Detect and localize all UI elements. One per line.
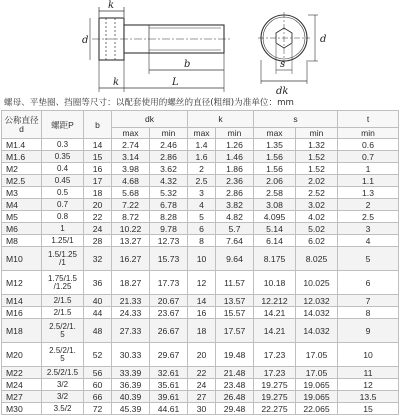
table-row <box>2 367 399 379</box>
cell-pitch <box>42 319 84 343</box>
cell-k-min: 21.48 <box>216 367 254 379</box>
cell-pitch-line: 0.5 <box>56 187 69 197</box>
cell-dk-min: 8.28 <box>150 211 188 223</box>
cell-s-max: 14.21 <box>254 319 296 343</box>
table-row <box>2 403 399 415</box>
table-row <box>2 343 399 367</box>
cell-b: 32 <box>84 247 112 271</box>
bolt-spec-table <box>1 110 399 415</box>
cell-dk-max: 40.39 <box>112 391 150 403</box>
table-row <box>2 223 399 235</box>
cell-pitch <box>42 295 84 307</box>
cell-s-min: 5.02 <box>296 223 338 235</box>
cell-k-max: 3 <box>188 187 216 199</box>
cell-size: M3 <box>2 187 42 199</box>
cell-pitch-line: 5 <box>60 353 65 363</box>
table-row <box>2 175 399 187</box>
cell-size: M20 <box>2 343 42 367</box>
cell-s-min: 14.032 <box>296 319 338 343</box>
cell-dk-max: 36.39 <box>112 379 150 391</box>
cell-s-max: 14.21 <box>254 307 296 319</box>
cell-t: 15 <box>338 403 399 415</box>
cell-size: M30 <box>2 403 42 415</box>
cell-k-max: 2 <box>188 163 216 175</box>
cell-size: M2.5 <box>2 175 42 187</box>
cell-t: 13.5 <box>338 391 399 403</box>
cell-pitch-line: 1.75/1.5 <box>48 273 77 283</box>
cell-b: 17 <box>84 175 112 187</box>
cell-k-max: 10 <box>188 247 216 271</box>
cell-b: 48 <box>84 319 112 343</box>
cell-s-max: 17.23 <box>254 343 296 367</box>
cell-dk-max: 13.27 <box>112 235 150 247</box>
cell-dk-min: 5.32 <box>150 187 188 199</box>
cell-dk-min: 23.67 <box>150 307 188 319</box>
cell-s-min: 8.025 <box>296 247 338 271</box>
cell-s-min: 1.52 <box>296 163 338 175</box>
cell-k-min: 3.82 <box>216 199 254 211</box>
cell-b: 28 <box>84 235 112 247</box>
cell-t: 9 <box>338 319 399 343</box>
header-dk-min: min <box>150 128 188 139</box>
cell-s-max: 1.56 <box>254 163 296 175</box>
cell-pitch <box>42 223 84 235</box>
cell-dk-max: 18.27 <box>112 271 150 295</box>
table-row <box>2 139 399 151</box>
cell-b: 52 <box>84 343 112 367</box>
cell-t: 11 <box>338 367 399 379</box>
cell-k-max: 20 <box>188 343 216 367</box>
table-row <box>2 163 399 175</box>
table-body <box>2 139 399 415</box>
cell-k-min: 11.57 <box>216 271 254 295</box>
cell-s-max: 10.18 <box>254 271 296 295</box>
cell-k-min: 2.86 <box>216 187 254 199</box>
cell-size: M4 <box>2 199 42 211</box>
cell-b: 44 <box>84 307 112 319</box>
cell-s-min: 4.02 <box>296 211 338 223</box>
cell-k-min: 17.57 <box>216 319 254 343</box>
cell-k-max: 1.4 <box>188 139 216 151</box>
cell-b: 72 <box>84 403 112 415</box>
cell-k-min: 26.48 <box>216 391 254 403</box>
cell-s-min: 6.02 <box>296 235 338 247</box>
cell-k-min: 7.64 <box>216 235 254 247</box>
cell-pitch-line: 1.5/1.25 <box>48 249 77 259</box>
header-k: k <box>188 111 254 128</box>
cell-dk-min: 3.62 <box>150 163 188 175</box>
label-d-right: d <box>320 34 327 45</box>
cell-b: 22 <box>84 211 112 223</box>
cell-k-min: 19.48 <box>216 343 254 367</box>
cell-pitch <box>42 151 84 163</box>
table-row <box>2 379 399 391</box>
cell-pitch <box>42 235 84 247</box>
cell-t: 2 <box>338 199 399 211</box>
bolt-technical-drawing <box>0 0 400 96</box>
header-nominal-diameter <box>2 111 42 139</box>
cell-dk-max: 7.22 <box>112 199 150 211</box>
cell-dk-max: 45.39 <box>112 403 150 415</box>
cell-size: M1.6 <box>2 151 42 163</box>
cell-dk-min: 9.78 <box>150 223 188 235</box>
cell-s-min: 1.32 <box>296 139 338 151</box>
cell-k-min: 1.46 <box>216 151 254 163</box>
cell-t: 8 <box>338 307 399 319</box>
cell-k-min: 5.7 <box>216 223 254 235</box>
cell-size: M5 <box>2 211 42 223</box>
cell-t: 2.5 <box>338 211 399 223</box>
label-s: s <box>280 59 286 70</box>
cell-k-min: 2.36 <box>216 175 254 187</box>
cell-dk-max: 8.72 <box>112 211 150 223</box>
cell-dk-min: 2.46 <box>150 139 188 151</box>
cell-b: 16 <box>84 163 112 175</box>
cell-t: 12 <box>338 379 399 391</box>
cell-pitch <box>42 139 84 151</box>
cell-s-max: 19.275 <box>254 379 296 391</box>
label-d-left: d <box>82 35 89 46</box>
cell-k-min: 29.48 <box>216 403 254 415</box>
cell-pitch-line: 0.7 <box>56 199 69 209</box>
cell-s-max: 1.56 <box>254 151 296 163</box>
cell-k-max: 24 <box>188 379 216 391</box>
table-row <box>2 391 399 403</box>
cell-pitch <box>42 307 84 319</box>
cell-pitch-line: 1.25/1 <box>51 235 74 245</box>
cell-size: M2 <box>2 163 42 175</box>
cell-t: 4 <box>338 235 399 247</box>
cell-size: M24 <box>2 379 42 391</box>
cell-pitch-line: 2.5/2/1.5 <box>46 367 79 377</box>
cell-size: M1.4 <box>2 139 42 151</box>
cell-t: 1.3 <box>338 187 399 199</box>
cell-b: 36 <box>84 271 112 295</box>
cell-t: 7 <box>338 295 399 307</box>
cell-k-max: 12 <box>188 271 216 295</box>
cell-k-max: 30 <box>188 403 216 415</box>
cell-k-min: 1.86 <box>216 163 254 175</box>
cell-dk-max: 5.68 <box>112 187 150 199</box>
cell-pitch <box>42 247 84 271</box>
cell-pitch-line: 0.3 <box>56 139 69 149</box>
cell-pitch <box>42 187 84 199</box>
table-row <box>2 271 399 295</box>
header-t-min: min <box>338 128 399 139</box>
label-L: L <box>172 77 179 88</box>
cell-t: 10 <box>338 343 399 367</box>
cell-pitch-line: 0.45 <box>54 175 71 185</box>
cell-s-max: 4.095 <box>254 211 296 223</box>
header-s: s <box>254 111 338 128</box>
header-pitch: 螺距P <box>42 111 84 139</box>
cell-size: M10 <box>2 247 42 271</box>
cell-k-max: 1.6 <box>188 151 216 163</box>
cell-s-max: 12.212 <box>254 295 296 307</box>
cell-s-max: 17.23 <box>254 367 296 379</box>
cell-dk-min: 39.61 <box>150 391 188 403</box>
cell-pitch-line: 0.35 <box>54 151 71 161</box>
header-s-max: max <box>254 128 296 139</box>
cell-s-min: 2.02 <box>296 175 338 187</box>
cell-size: M22 <box>2 367 42 379</box>
cell-k-max: 4 <box>188 199 216 211</box>
cell-pitch-line: 0.8 <box>56 211 69 221</box>
cell-s-min: 1.52 <box>296 151 338 163</box>
cell-k-min: 9.64 <box>216 247 254 271</box>
cell-dk-min: 44.61 <box>150 403 188 415</box>
cell-k-max: 2.5 <box>188 175 216 187</box>
cell-dk-min: 12.73 <box>150 235 188 247</box>
cell-pitch-line: 2/1.5 <box>53 307 72 317</box>
cell-s-max: 6.14 <box>254 235 296 247</box>
cell-s-min: 10.025 <box>296 271 338 295</box>
cell-size: M8 <box>2 235 42 247</box>
table-row <box>2 247 399 271</box>
cell-s-min: 17.05 <box>296 367 338 379</box>
cell-pitch-line: /1.25 <box>53 281 72 291</box>
cell-k-max: 18 <box>188 319 216 343</box>
cell-k-max: 14 <box>188 295 216 307</box>
cell-s-max: 22.275 <box>254 403 296 415</box>
cell-dk-max: 30.33 <box>112 343 150 367</box>
cell-s-min: 22.065 <box>296 403 338 415</box>
table-row <box>2 319 399 343</box>
cell-k-min: 15.57 <box>216 307 254 319</box>
cell-t: 5 <box>338 247 399 271</box>
table-row <box>2 187 399 199</box>
cell-b: 24 <box>84 223 112 235</box>
cell-dk-max: 3.98 <box>112 163 150 175</box>
header-b: b <box>84 111 112 139</box>
header-nominal-label: 公称直径 <box>4 114 39 125</box>
header-k-max: max <box>188 128 216 139</box>
cell-pitch-line: 3/2 <box>56 391 69 401</box>
cell-dk-min: 35.61 <box>150 379 188 391</box>
cell-pitch-line: 5 <box>60 329 65 339</box>
cell-pitch <box>42 403 84 415</box>
cell-b: 60 <box>84 379 112 391</box>
cell-dk-max: 24.33 <box>112 307 150 319</box>
header-dk: dk <box>112 111 188 128</box>
cell-k-min: 13.57 <box>216 295 254 307</box>
cell-s-min: 19.065 <box>296 391 338 403</box>
cell-size: M27 <box>2 391 42 403</box>
cell-k-max: 22 <box>188 367 216 379</box>
cell-s-max: 2.58 <box>254 187 296 199</box>
cell-k-max: 6 <box>188 223 216 235</box>
cell-size: M12 <box>2 271 42 295</box>
cell-t: 0.6 <box>338 139 399 151</box>
cell-b: 20 <box>84 199 112 211</box>
table-row <box>2 199 399 211</box>
cell-dk-min: 32.61 <box>150 367 188 379</box>
label-dk: dk <box>276 86 289 96</box>
cell-s-max: 19.275 <box>254 391 296 403</box>
header-s-min: min <box>296 128 338 139</box>
label-k-top: k <box>108 0 115 11</box>
cell-k-max: 16 <box>188 307 216 319</box>
cell-pitch-line: /1 <box>59 257 66 267</box>
cell-pitch <box>42 391 84 403</box>
cell-s-min: 17.05 <box>296 343 338 367</box>
cell-pitch <box>42 199 84 211</box>
cell-size: M16 <box>2 307 42 319</box>
cell-pitch <box>42 367 84 379</box>
cell-s-max: 2.06 <box>254 175 296 187</box>
cell-pitch-line: 3.5/2 <box>53 403 72 413</box>
cell-pitch <box>42 343 84 367</box>
cell-s-min: 2.52 <box>296 187 338 199</box>
cell-pitch <box>42 175 84 187</box>
cell-dk-min: 6.78 <box>150 199 188 211</box>
cell-dk-min: 26.67 <box>150 319 188 343</box>
cell-s-min: 19.065 <box>296 379 338 391</box>
cell-pitch <box>42 211 84 223</box>
cell-k-min: 4.82 <box>216 211 254 223</box>
cell-t: 0.7 <box>338 151 399 163</box>
table-row <box>2 235 399 247</box>
cell-k-min: 23.48 <box>216 379 254 391</box>
cell-t: 1.1 <box>338 175 399 187</box>
header-d-label: d <box>19 123 24 134</box>
cell-pitch-line: 2/1.5 <box>53 295 72 305</box>
table-row <box>2 295 399 307</box>
cell-pitch <box>42 271 84 295</box>
cell-dk-max: 4.68 <box>112 175 150 187</box>
cell-pitch-line: 2.5/2/1. <box>49 345 76 355</box>
cell-pitch <box>42 379 84 391</box>
cell-b: 18 <box>84 187 112 199</box>
header-t: t <box>338 111 399 128</box>
cell-b: 66 <box>84 391 112 403</box>
cell-s-min: 3.02 <box>296 199 338 211</box>
cell-dk-max: 10.22 <box>112 223 150 235</box>
cell-pitch-line: 2.5/2/1. <box>49 321 76 331</box>
cell-pitch-line: 0.4 <box>56 163 69 173</box>
cell-s-max: 3.08 <box>254 199 296 211</box>
cell-dk-max: 2.74 <box>112 139 150 151</box>
cell-t: 6 <box>338 271 399 295</box>
cell-dk-min: 17.73 <box>150 271 188 295</box>
cell-s-max: 5.14 <box>254 223 296 235</box>
table-row <box>2 211 399 223</box>
cell-pitch-line: 3/2 <box>56 379 69 389</box>
cell-dk-max: 33.39 <box>112 367 150 379</box>
table-caption: 螺母、平垫圈、挡圈等尺寸：以配套使用的螺丝的直径(粗细)为准单位：mm <box>4 98 294 108</box>
cell-k-min: 1.26 <box>216 139 254 151</box>
cell-size: M14 <box>2 295 42 307</box>
cell-s-min: 12.032 <box>296 295 338 307</box>
cell-s-min: 14.032 <box>296 307 338 319</box>
cell-dk-max: 3.14 <box>112 151 150 163</box>
cell-pitch-line: 1 <box>60 223 65 233</box>
cell-dk-max: 27.33 <box>112 319 150 343</box>
table-row <box>2 151 399 163</box>
cell-t: 3 <box>338 223 399 235</box>
cell-dk-min: 15.73 <box>150 247 188 271</box>
cell-size: M6 <box>2 223 42 235</box>
cell-dk-max: 21.33 <box>112 295 150 307</box>
cell-t: 1 <box>338 163 399 175</box>
label-k-bottom: k <box>113 77 120 88</box>
cell-b: 15 <box>84 151 112 163</box>
cell-dk-min: 20.67 <box>150 295 188 307</box>
cell-dk-max: 16.27 <box>112 247 150 271</box>
cell-k-max: 5 <box>188 211 216 223</box>
cell-dk-min: 4.32 <box>150 175 188 187</box>
cell-dk-min: 2.86 <box>150 151 188 163</box>
cell-b: 56 <box>84 367 112 379</box>
cell-b: 40 <box>84 295 112 307</box>
cell-size: M18 <box>2 319 42 343</box>
cell-k-max: 27 <box>188 391 216 403</box>
cell-s-max: 8.175 <box>254 247 296 271</box>
label-b: b <box>184 59 191 70</box>
header-k-min: min <box>216 128 254 139</box>
cell-b: 14 <box>84 139 112 151</box>
table-row <box>2 307 399 319</box>
cell-k-max: 8 <box>188 235 216 247</box>
cell-s-max: 1.35 <box>254 139 296 151</box>
cell-dk-min: 29.67 <box>150 343 188 367</box>
header-dk-max: max <box>112 128 150 139</box>
cell-pitch <box>42 163 84 175</box>
